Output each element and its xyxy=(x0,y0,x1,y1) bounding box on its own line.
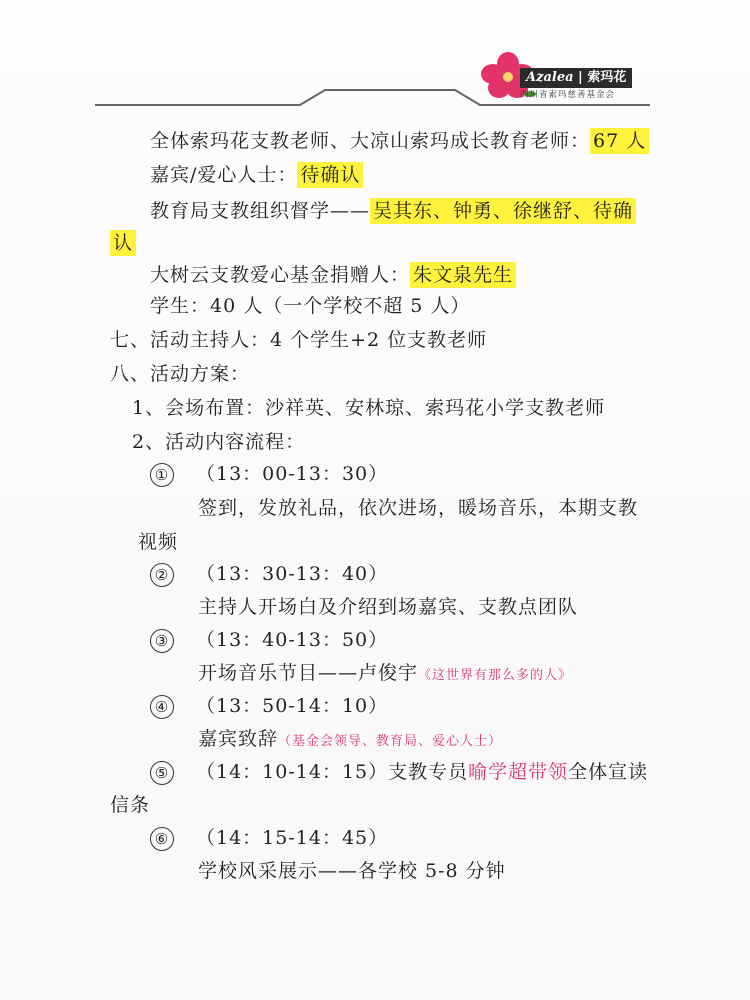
teachers-label: 全体索玛花支教老师、大凉山索玛成长教育老师： xyxy=(150,130,591,152)
donor-value: 朱文泉先生 xyxy=(410,262,516,288)
line-supervisors-cont xyxy=(110,228,136,258)
supervisors-value-cont: 认 xyxy=(110,230,136,256)
step-3-desc xyxy=(198,658,572,691)
line-guests xyxy=(150,160,363,190)
step-4-note: （基金会领导、教育局、爱心人士） xyxy=(278,734,503,749)
line-teachers xyxy=(150,126,649,156)
section-eight: 八、活动方案： xyxy=(110,363,251,385)
step-5-action: 全体宣读 xyxy=(568,761,649,783)
step-1-number: ① xyxy=(150,463,174,487)
line-students: 学生：40 人（一个学校不超 5 人） xyxy=(150,295,471,317)
header-rule xyxy=(0,0,750,120)
guests-label: 嘉宾/爱心人士： xyxy=(150,164,298,186)
step-3-performer: 开场音乐节目——卢俊宇 xyxy=(198,662,419,684)
step-3-song: 《这世界有那么多的人》 xyxy=(418,668,573,683)
line-donor xyxy=(150,260,516,290)
step-3-header xyxy=(150,625,388,655)
step-6-number: ⑥ xyxy=(150,827,174,851)
supervisors-label: 教育局支教组织督学—— xyxy=(150,200,371,222)
logo-subtitle: 四川省索玛慈善基金会 xyxy=(520,90,616,100)
step-2-header xyxy=(150,559,388,589)
step-5-time: （14：10-14：15）支教专员 xyxy=(196,761,469,783)
step-4-title: 嘉宾致辞 xyxy=(198,728,279,750)
step-6-desc: 学校风采展示——各学校 5-8 分钟 xyxy=(198,860,506,882)
step-2-number: ② xyxy=(150,563,174,587)
line-supervisors xyxy=(150,196,636,226)
step-4-time: （13：50-14：10） xyxy=(196,695,389,717)
step-5-header xyxy=(150,757,648,787)
logo: Azalea | 索玛花 xyxy=(520,68,632,88)
step-2-time: （13：30-13：40） xyxy=(196,563,389,585)
logo-chinese: 索玛花 xyxy=(587,70,627,85)
step-3-time: （13：40-13：50） xyxy=(196,629,389,651)
item-flow: 2、活动内容流程： xyxy=(132,431,306,453)
logo-english: Azalea xyxy=(526,70,574,85)
step-5-leader: 喻学超带领 xyxy=(468,761,569,783)
donor-label: 大树云支教爱心基金捐赠人： xyxy=(150,264,411,286)
item-venue: 1、会场布置：沙祥英、安林琼、索玛花小学支教老师 xyxy=(132,397,606,419)
step-1-desc-cont: 视频 xyxy=(138,531,179,553)
step-5-number: ⑤ xyxy=(150,761,174,785)
teachers-count: 67 人 xyxy=(590,128,649,154)
step-2-desc: 主持人开场白及介绍到场嘉宾、支教点团队 xyxy=(198,596,579,618)
step-4-header xyxy=(150,691,388,721)
step-3-number: ③ xyxy=(150,629,174,653)
step-5-desc-cont: 信条 xyxy=(110,794,151,816)
step-1-time: （13：00-13：30） xyxy=(196,463,389,485)
guests-value: 待确认 xyxy=(297,162,363,188)
step-4-desc xyxy=(198,724,502,757)
step-6-time: （14：15-14：45） xyxy=(196,827,389,849)
step-6-header xyxy=(150,823,388,853)
supervisors-value: 吴其东、钟勇、徐继舒、待确 xyxy=(370,198,636,224)
step-1-desc: 签到，发放礼品，依次进场，暖场音乐，本期支教 xyxy=(198,497,639,519)
step-4-number: ④ xyxy=(150,695,174,719)
section-seven: 七、活动主持人：4 个学生+2 位支教老师 xyxy=(110,329,488,351)
step-1-header xyxy=(150,459,388,489)
